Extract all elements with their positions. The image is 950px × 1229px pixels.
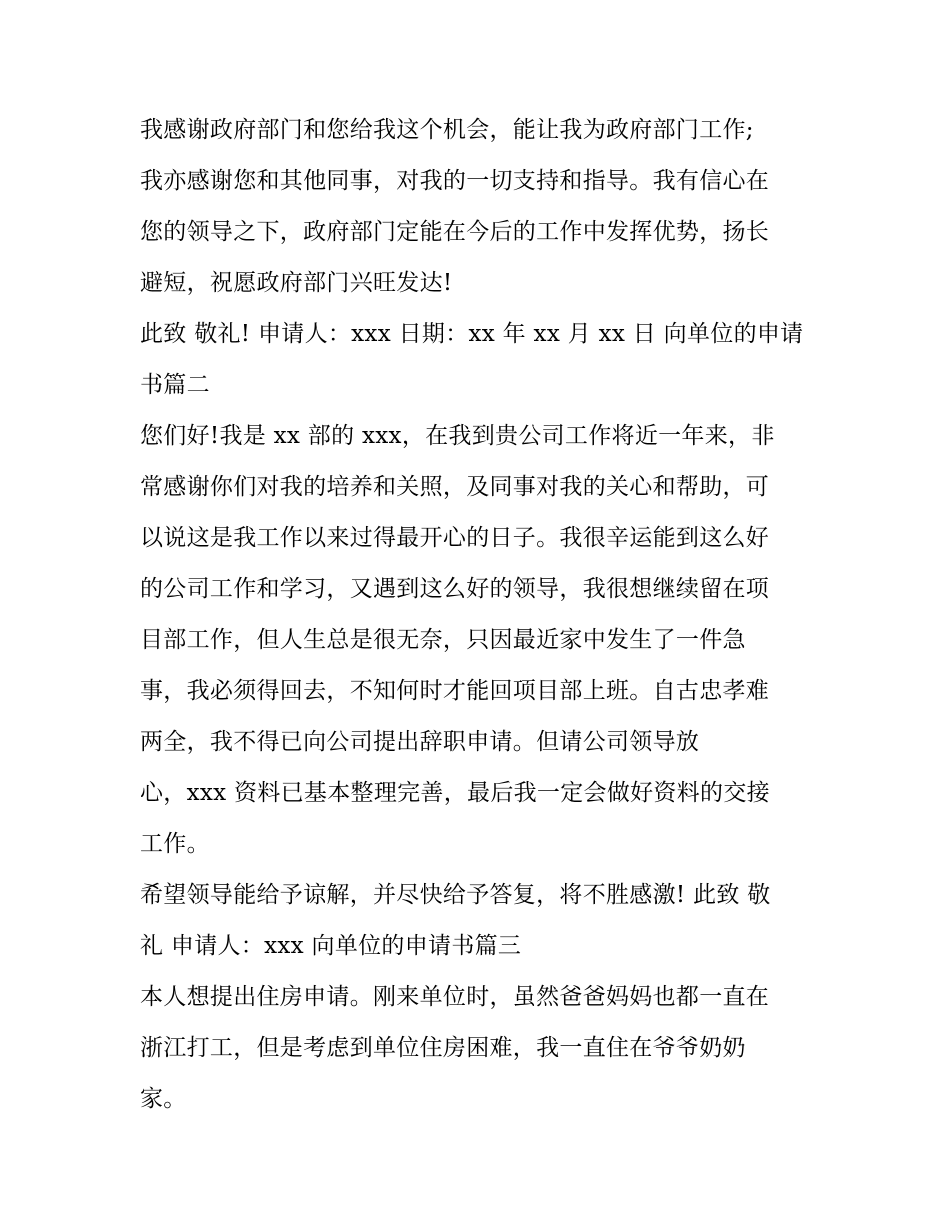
text-line: 目部工作，但人生总是很无奈，只因最近家中发生了一件急 [140,627,746,653]
text-line: 工作。 [140,831,210,857]
text-line: 心，xxx 资料已基本整理完善，最后我一定会做好资料的交接 [140,780,770,806]
text-line: 事，我必须得回去，不知何时才能回项目部上班。自古忠孝难 [140,678,770,704]
text-line: 以说这是我工作以来过得最开心的日子。我很辛运能到这么好 [140,525,770,551]
text-line: 书篇二 [140,372,210,398]
text-line: 希望领导能给予谅解，并尽快给予答复，将不胜感激! 此致 敬 [140,882,771,908]
text-line: 本人想提出住房申请。刚来单位时，虽然爸爸妈妈也都一直在 [140,984,770,1010]
text-line: 您们好!我是 xx 部的 xxx，在我到贵公司工作将近一年来，非 [140,423,775,449]
text-line: 浙江打工，但是考虑到单位住房困难，我一直住在爷爷奶奶 [140,1035,746,1061]
text-line: 礼 申请人：xxx 向单位的申请书篇三 [140,933,522,959]
text-line: 您的领导之下，政府部门定能在今后的工作中发挥优势，扬长 [140,219,770,245]
text-line: 两全，我不得已向公司提出辞职申请。但请公司领导放 [140,729,700,755]
text-line: 此致 敬礼! 申请人：xxx 日期：xx 年 xx 月 xx 日 向单位的申请 [140,321,804,347]
text-line: 的公司工作和学习，又遇到这么好的领导，我很想继续留在项 [140,576,770,602]
text-line: 避短，祝愿政府部门兴旺发达! [140,270,453,296]
text-line: 我感谢政府部门和您给我这个机会，能让我为政府部门工作; [140,117,754,143]
text-line: 家。 [140,1086,187,1112]
text-line: 常感谢你们对我的培养和关照，及同事对我的关心和帮助，可 [140,474,770,500]
text-line: 我亦感谢您和其他同事，对我的一切支持和指导。我有信心在 [140,168,770,194]
